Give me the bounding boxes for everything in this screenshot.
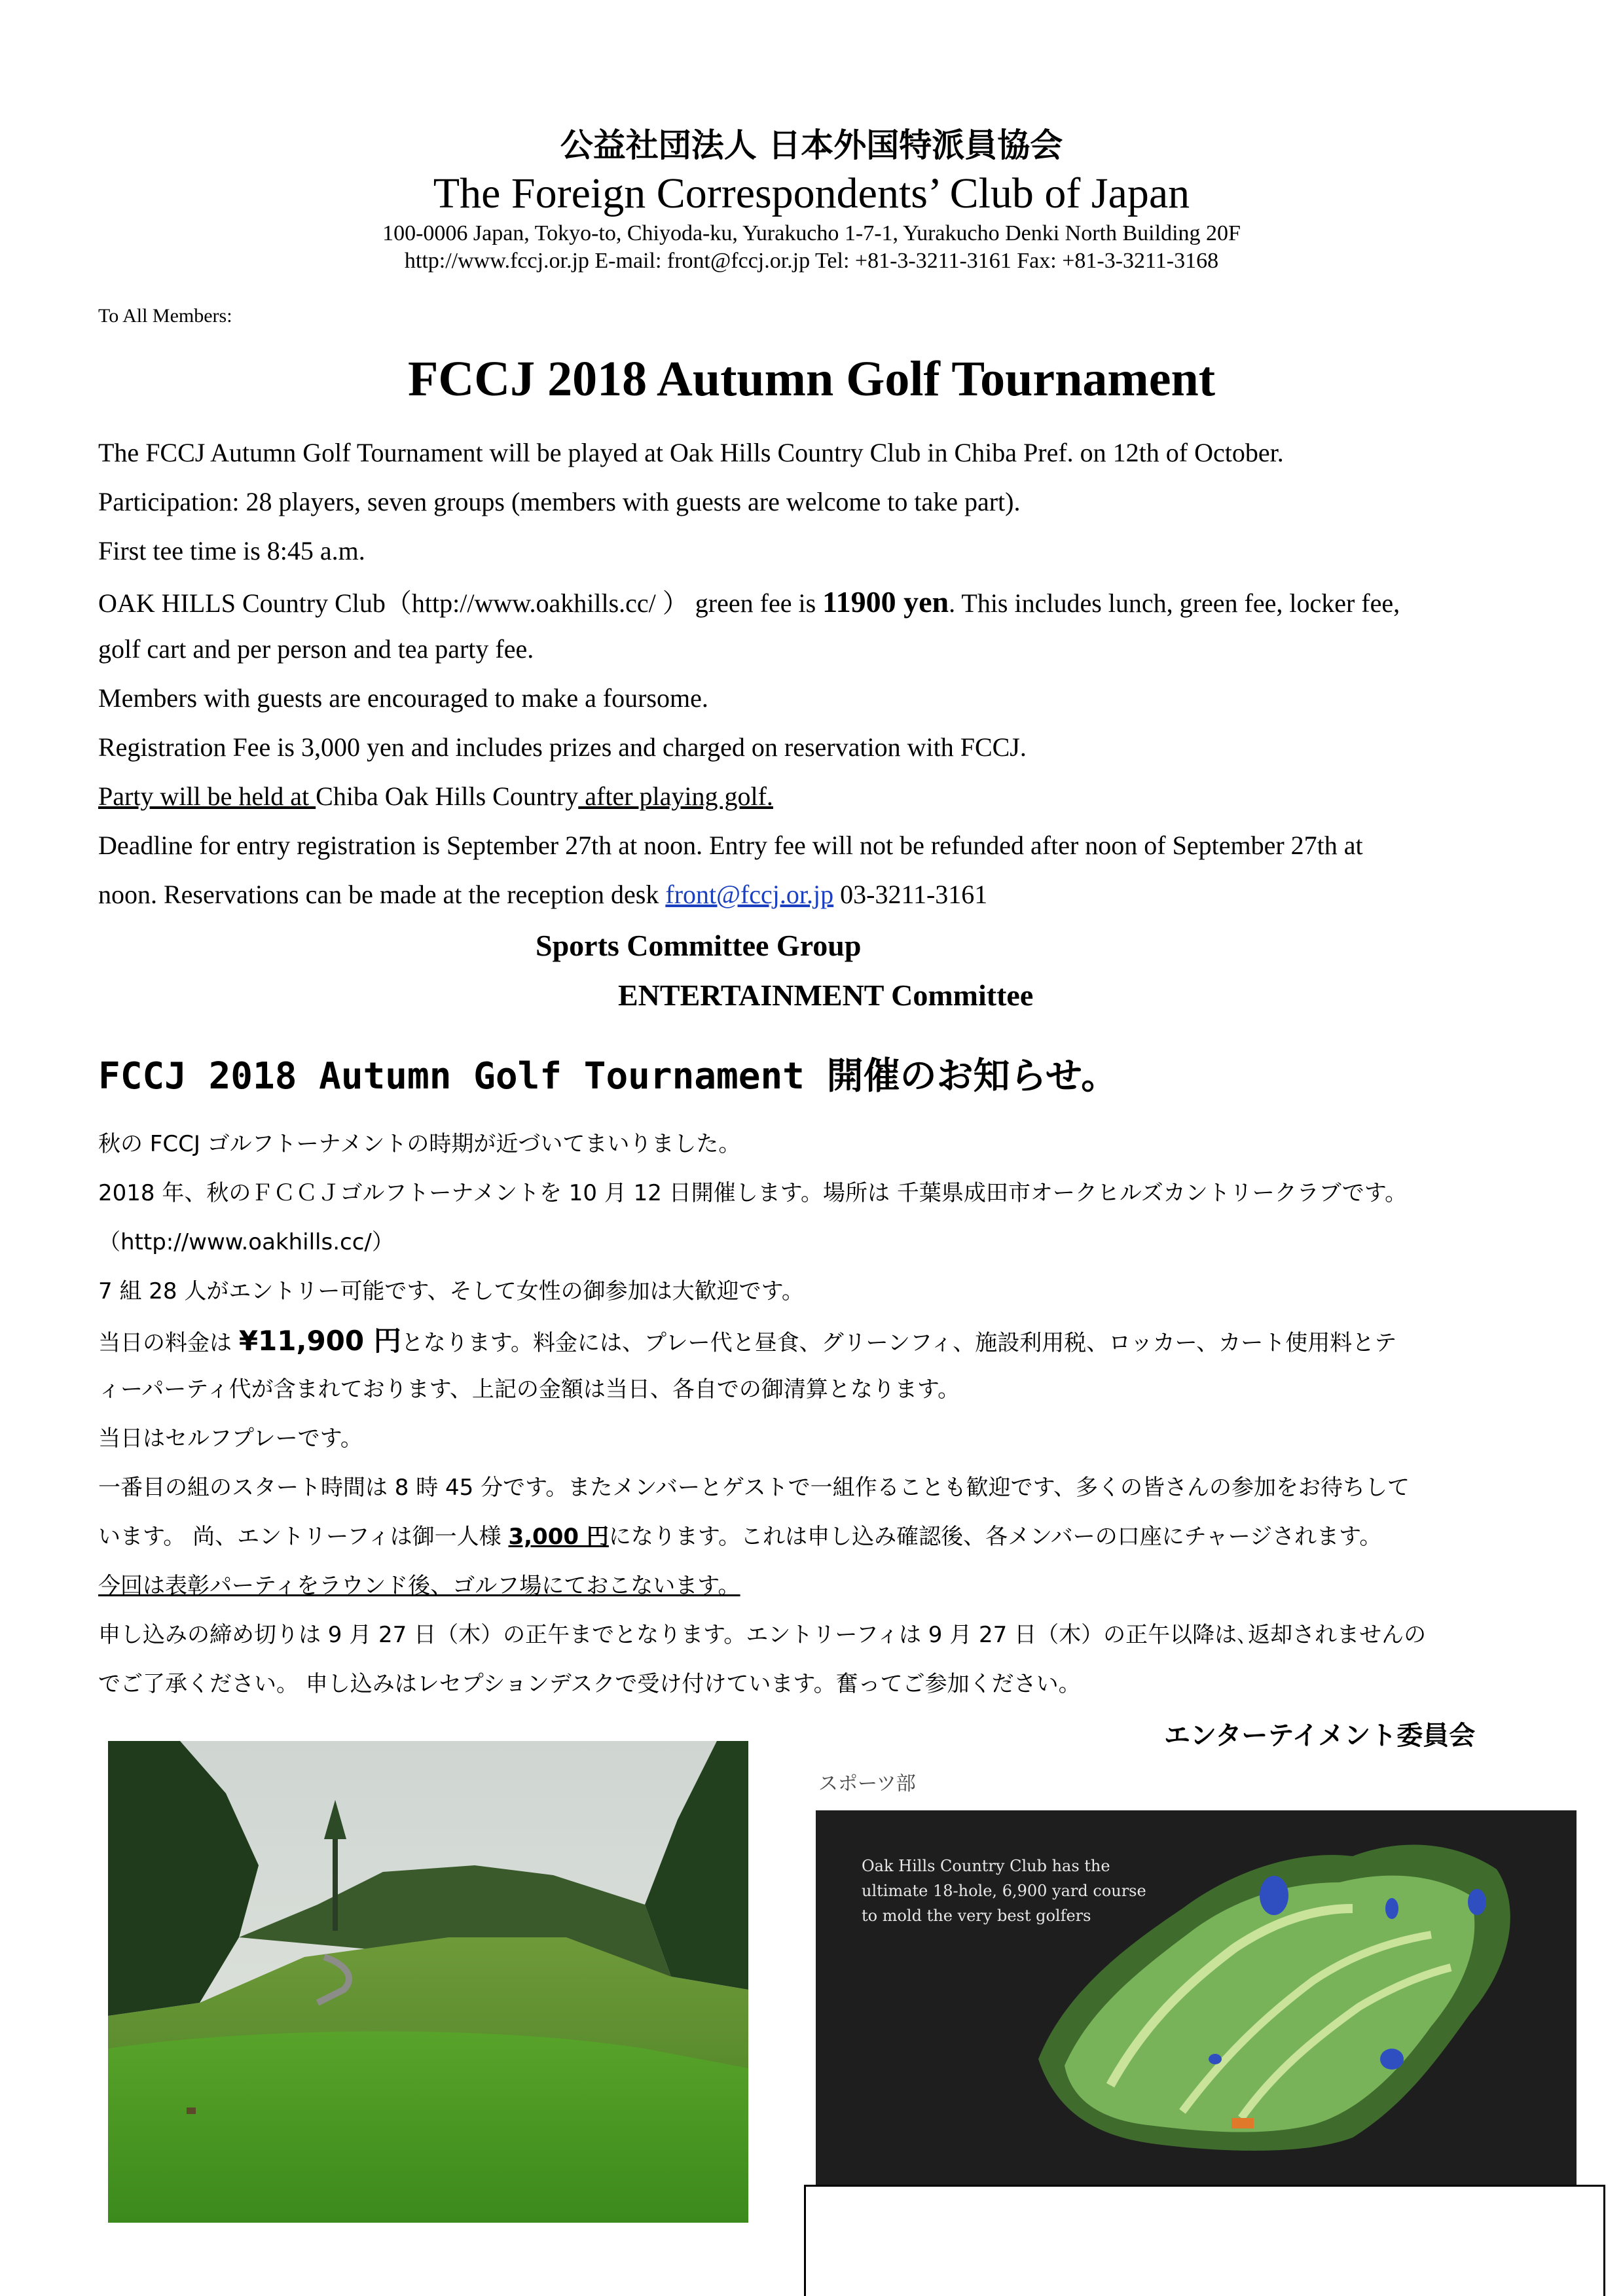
entry-fee-intro: います。 尚、エントリーフィは御一人様 (98, 1524, 509, 1550)
japanese-line-6: ィーパーティ代が含まれております、上記の金額は当日、各自での御清算となります。 (98, 1376, 960, 1403)
english-line-1: The FCCJ Autumn Golf Tournament will be played at Oak Hills Country Club in Chiba Pref. on 12th of October. (98, 438, 1284, 467)
japanese-line-3: （http://www.oakhills.cc/） (98, 1229, 394, 1255)
fee-details: となります。料金には、プレー代と昼食、グリーンフィ、施設利用税、ロッカー、カート使用料とテ (401, 1330, 1397, 1356)
japanese-line-9 (98, 1518, 1381, 1551)
english-line-7: Registration Fee is 3,000 yen and includes prizes and charged on reservation with FCCJ. (98, 732, 1027, 762)
map-caption-line-2: ultimate 18-hole, 6,900 yard course (862, 1882, 1146, 1900)
golf-course-photo (108, 1741, 748, 2223)
party-text-a: Party will be held at (98, 781, 316, 811)
email-link[interactable]: front@fccj.or.jp (665, 880, 834, 909)
oak-hills-text: OAK HILLS Country Club（http://www.oakhills.cc/ ） green fee is (98, 588, 823, 618)
org-contact: http://www.fccj.or.jp E-mail: front@fccj.or.jp Tel: +81-3-3211-3161 Fax: +81-3-3211-3168 (404, 249, 1219, 273)
english-line-4 (98, 583, 1400, 620)
sports-dept-label: スポーツ部 (818, 1772, 916, 1795)
japanese-line-2: 2018 年、秋のＦＣＣＪゴルフトーナメントを 10 月 12 日開催します。場所は 千葉県成田市オークヒルズカントリークラブです。 (98, 1180, 1408, 1206)
entry-fee-amount: 3,000 円 (508, 1524, 609, 1550)
english-line-10 (98, 879, 987, 910)
map-caption-line-3: to mold the very best golfers (862, 1907, 1091, 1925)
japanese-line-4: 7 組 28 人がエントリー可能です、そして女性の御参加は大歓迎です。 (98, 1278, 804, 1304)
course-map (816, 1810, 1577, 2185)
japanese-line-7: 当日はセルフプレーです。 (98, 1426, 363, 1452)
japanese-line-10: 今回は表彰パーティをラウンド後、ゴルフ場にておこないます。 (98, 1573, 740, 1599)
fee-amount-jp: ¥11,900 円 (238, 1325, 401, 1357)
entry-fee-details: になります。これは申し込み確認後、各メンバーの口座にチャージされます。 (608, 1524, 1382, 1550)
japanese-line-12: でご了承ください。 申し込みはレセプションデスクで受け付けています。奮ってご参加ください。 (98, 1671, 1081, 1697)
salutation: To All Members: (98, 305, 232, 327)
org-address: 100-0006 Japan, Tokyo-to, Chiyoda-ku, Yurakucho 1-7-1, Yurakucho Denki North Building 20F (382, 221, 1241, 245)
japanese-line-1: 秋の FCCJ ゴルフトーナメントの時期が近づいてまいりました。 (98, 1131, 741, 1157)
phone-number: 03-3211-3161 (833, 880, 988, 909)
signature-sports-committee: Sports Committee Group (536, 929, 862, 962)
signature-entertainment-jp: エンターテイメント委員会 (1164, 1721, 1476, 1751)
signature-entertainment-committee: ENTERTAINMENT Committee (618, 978, 1034, 1012)
party-venue: Chiba Oak Hills Country (316, 781, 579, 811)
english-line-8 (98, 781, 773, 812)
green-fee-amount: 11900 yen (822, 585, 949, 619)
map-caption-line-1: Oak Hills Country Club has the (862, 1857, 1110, 1875)
english-line-9: Deadline for entry registration is September 27th at noon. Entry fee will not be refunded after noon of September 27th at (98, 831, 1363, 860)
fee-intro: 当日の料金は (98, 1330, 239, 1356)
japanese-title: FCCJ 2018 Autumn Golf Tournament 開催のお知らせ。 (98, 1055, 1118, 1098)
page-title: FCCJ 2018 Autumn Golf Tournament (407, 351, 1216, 406)
org-name-japanese: 公益社団法人 日本外国特派員協会 (560, 126, 1063, 164)
org-name-english: The Foreign Correspondents’ Club of Japan (433, 170, 1190, 217)
japanese-line-11: 申し込みの締め切りは 9 月 27 日（木）の正午までとなります。エントリーフィは 9 月 27 日（木）の正午以降は､返却されませんの (98, 1622, 1427, 1648)
party-text-c: after playing golf. (578, 781, 773, 811)
japanese-line-5 (98, 1319, 1396, 1359)
english-line-3: First tee time is 8:45 a.m. (98, 536, 365, 565)
empty-frame (804, 2185, 1605, 2296)
english-line-6: Members with guests are encouraged to make a foursome. (98, 683, 708, 713)
reservation-text: noon. Reservations can be made at the reception desk (98, 880, 666, 909)
english-line-5: golf cart and per person and tea party fee. (98, 634, 534, 664)
english-line-2: Participation: 28 players, seven groups (members with guests are welcome to take part). (98, 487, 1021, 516)
japanese-line-8: 一番目の組のスタート時間は 8 時 45 分です。またメンバーとゲストで一組作ることも歓迎です、多くの皆さんの参加をお待ちして (98, 1475, 1410, 1501)
map-caption (862, 1854, 1146, 1928)
green-fee-includes: . This includes lunch, green fee, locker fee, (949, 588, 1400, 618)
